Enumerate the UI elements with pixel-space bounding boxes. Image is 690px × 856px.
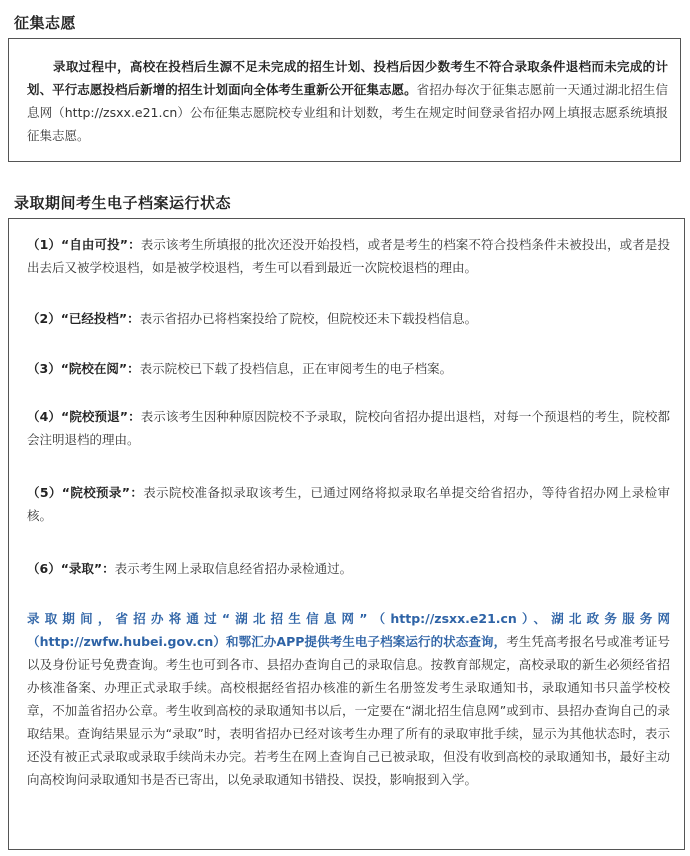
status-item-pre-reject — [27, 405, 670, 451]
status-description: 表示考生网上录取信息经省招办录检通过。 — [114, 561, 353, 576]
status-label: （3）“院校在阅”： — [27, 361, 140, 376]
status-label: （6）“录取”： — [27, 561, 115, 576]
section-heading-archive-status: 录取期间考生电子档案运行状态 — [14, 194, 232, 212]
status-item-free — [27, 233, 670, 279]
enrollment-normal-text: 省招办每次于征集志愿前一天通过湖北招生信息网（http://zsxx.e21.cn）公布征集志愿院校专业组和计划数，考生在规定时间登录省招办网上填报志愿系统填报征集志愿。 — [27, 82, 668, 143]
status-label: （5）“院校预录”： — [27, 485, 144, 500]
status-description: 表示院校准备拟录取该考生，已通过网络将拟录取名单提交给省招办，等待省招办网上录检审核。 — [27, 485, 670, 523]
status-description: 表示省招办已将档案投给了院校，但院校还未下载投档信息。 — [139, 311, 478, 326]
query-info-paragraph — [27, 607, 670, 791]
status-item-admitted — [27, 557, 670, 580]
enrollment-bold-text: 录取过程中，高校在投档后生源不足未完成的招生计划、投档后因少数考生不符合录取条件退档而未完成的计划、平行志愿投档后新增的招生计划面向全体考生重新公开征集志愿。 — [27, 59, 668, 97]
status-item-pre-admit — [27, 481, 670, 527]
status-item-submitted — [27, 307, 670, 330]
status-description: 表示该考生因种种原因院校不予录取，院校向省招办提出退档，对每一个预退档的考生，院校都会注明退档的理由。 — [27, 409, 670, 447]
status-label: （2）“已经投档”： — [27, 311, 140, 326]
status-item-reviewing — [27, 357, 670, 380]
enrollment-info-box — [8, 38, 681, 162]
status-description: 表示该考生所填报的批次还没开始投档，或者是考生的档案不符合投档条件未被投出，或者是投出去后又被学校退档，如是被学校退档，考生可以看到最近一次院校退档的理由。 — [27, 237, 670, 275]
status-label: （4）“院校预退”： — [27, 409, 141, 424]
query-channels-text: 录取期间，省招办将通过“湖北招生信息网”（http://zsxx.e21.cn）、湖北政务服务网（http://zwfw.hubei.gov.cn）和鄂汇办APP提供考生电子档案运行的状态查询， — [27, 611, 670, 649]
section-heading-enrollment: 征集志愿 — [14, 14, 77, 32]
status-description: 表示院校已下载了投档信息，正在审阅考生的电子档案。 — [139, 361, 453, 376]
query-details-text: 考生凭高考报名号或准考证号以及身份证号免费查询。考生也可到各市、县招办查询自己的录取信息。按教育部规定，高校录取的新生必须经省招办核准备案、办理正式录取手续。高校根据经省招办核准的新生名册签发考生录取通知书，录取通知书只盖学校校章，不加盖省招办公章。考生收到高校的录取通知书以后，一定要在“湖北招生信息网”或到市、县招办查询自己的录取结果。查询结果显示为“录取”时，表明省招办已经对该考生办理了所有的录取审批手续，显示为其他状态时，表示还没有被正式录取或录取手续尚未办完。若考生在网上查询自己已被录取，但没有收到高校的录取通知书，最好主动向高校询问录取通知书是否已寄出，以免录取通知书错投、误投，影响报到入学。 — [27, 634, 670, 787]
enrollment-paragraph — [27, 55, 668, 147]
status-label: （1）“自由可投”： — [27, 237, 141, 252]
archive-status-box — [8, 218, 685, 850]
